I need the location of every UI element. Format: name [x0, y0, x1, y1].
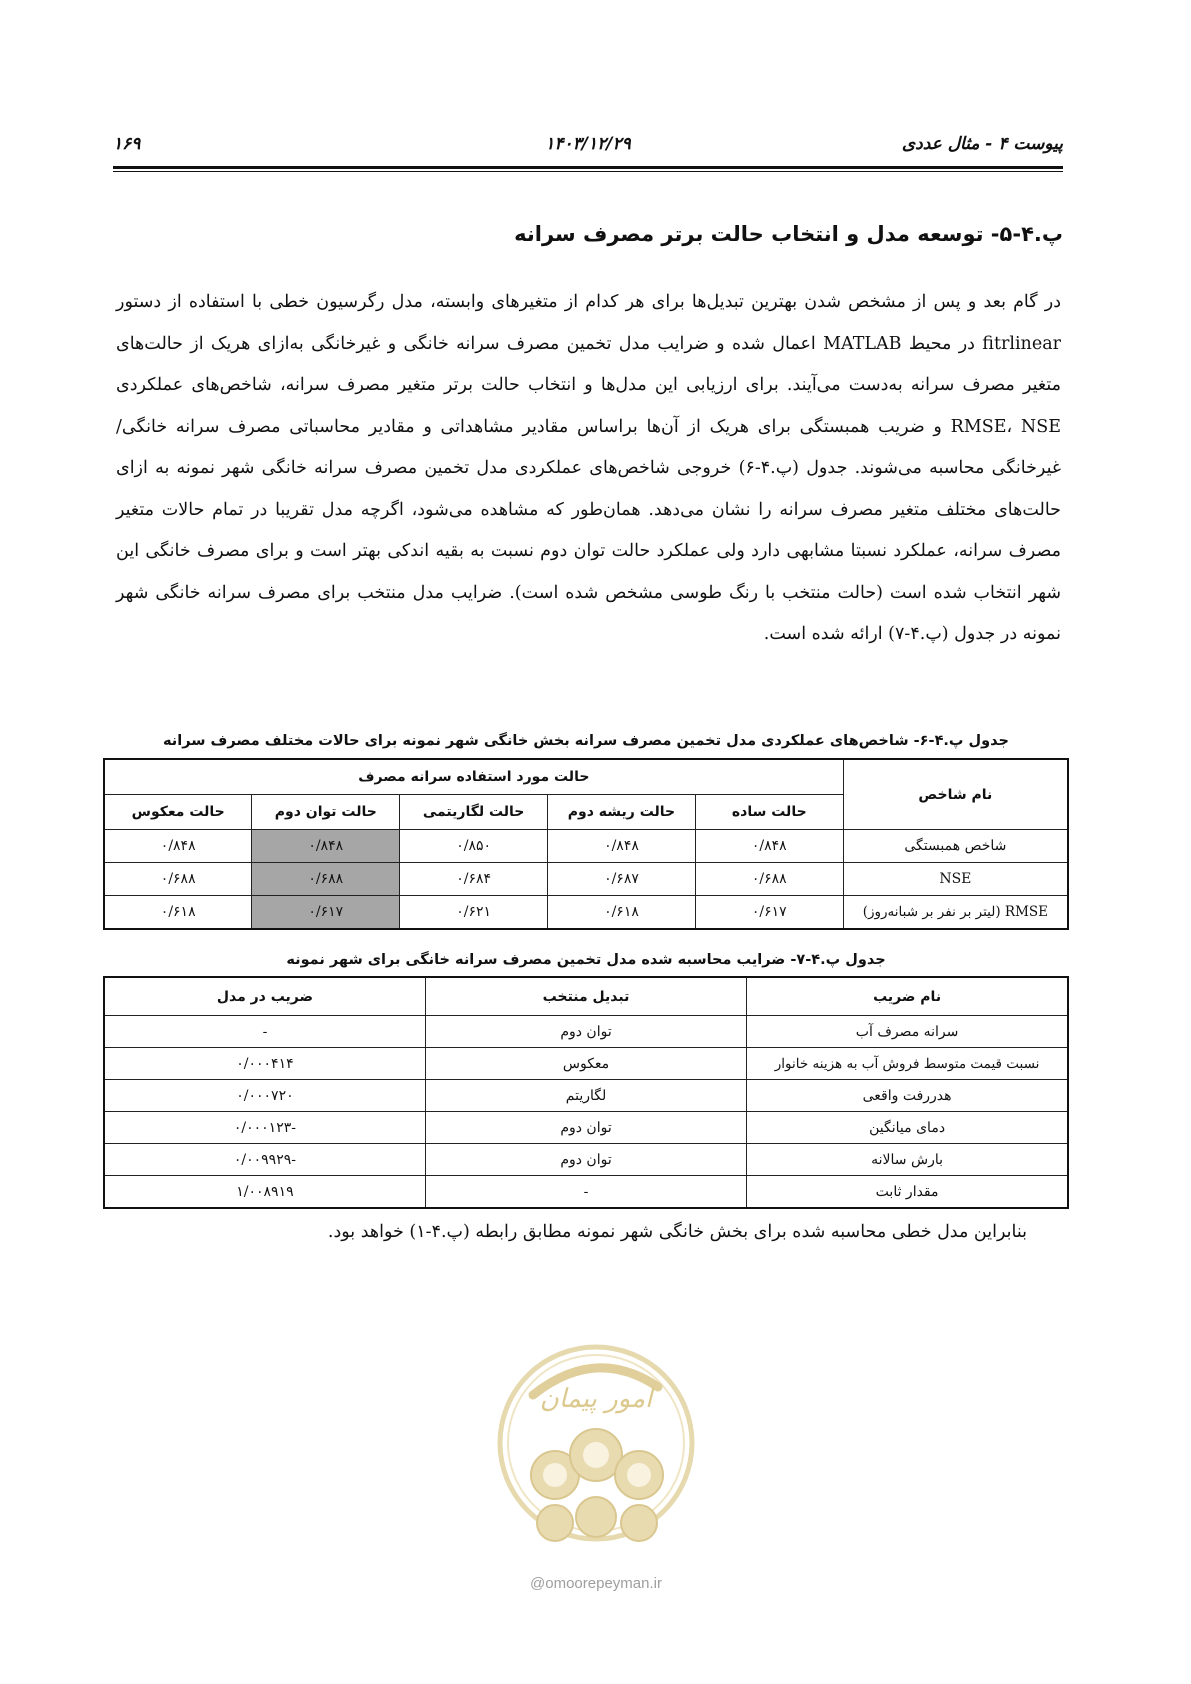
table1-cell: ۰/۸۵۰	[400, 830, 548, 863]
body-paragraph: در گام بعد و پس از مشخص شدن بهترین تبدیل‌ها برای هر کدام از متغیرهای وابسته، مدل رگرسیون خطی با استفاده از دستور fitrlinear در محیط MATLAB اعمال شده و ضرایب مدل تخمین مصرف سرانه خانگی و غیرخانگی به‌ازای هریک از حالت‌های متغیر مصرف سرانه به‌دست می‌آیند. برای ارزیابی این مدل‌ها و انتخاب حالت برتر متغیر مصرف سرانه، شاخص‌های عملکردی RMSE، NSE و ضریب همبستگی برای هریک از آن‌ها براساس مقادیر مشاهداتی و مقادیر محاسباتی مصرف سرانه خانگی/غیرخانگی محاسبه می‌شوند. جدول (پ.۴-۶) خروجی شاخص‌های عملکردی مدل تخمین مصرف سرانه خانگی شهر نمونه به ازای حالت‌های مختلف متغیر مصرف سرانه را نشان می‌دهد. همان‌طور که مشاهده می‌شود، اگرچه مدل تقریبا در تمام حالات متغیر مصرف سرانه، عملکرد نسبتا مشابهی دارد ولی عملکرد حالت توان دوم نسبت به بقیه اندکی بهتر است و برای مصرف خانگی این شهر انتخاب شده است (حالت منتخب با رنگ طوسی مشخص شده است). ضرایب مدل منتخب برای مصرف سرانه خانگی شهر نمونه در جدول (پ.۴-۷) ارائه شده است.	[116, 292, 1061, 644]
table2-coef-value: -۰/۰۰۹۹۲۹	[104, 1144, 425, 1176]
table2-coef-value: -	[104, 1016, 425, 1048]
table-row	[104, 830, 1068, 863]
table2-coef-value: ۱/۰۰۸۹۱۹	[104, 1176, 425, 1209]
table2-coef-value: ۰/۰۰۰۴۱۴	[104, 1048, 425, 1080]
header-rule-thin	[113, 171, 1063, 172]
table-row	[104, 1176, 1068, 1209]
table2-coef-value: ۰/۰۰۰۷۲۰	[104, 1080, 425, 1112]
table-row	[104, 1144, 1068, 1176]
table1-col-header: حالت توان دوم	[252, 795, 400, 830]
table2-coef-name: مقدار ثابت	[747, 1176, 1068, 1209]
table1-cell-highlighted: ۰/۶۸۸	[252, 863, 400, 896]
table1-cell: ۰/۶۸۷	[548, 863, 696, 896]
table-row	[104, 1112, 1068, 1144]
table2-transform: -	[425, 1176, 746, 1209]
header-rule-thick	[113, 166, 1063, 169]
watermark-logo	[493, 1325, 699, 1571]
table1-caption: جدول پ.۴-۶- شاخص‌های عملکردی مدل تخمین مصرف سرانه بخش خانگی شهر نمونه برای حالات مختلف مصرف سرانه	[163, 733, 1009, 749]
table1-row-name: شاخص همبستگی	[843, 830, 1068, 863]
table2-coef-name: بارش سالانه	[747, 1144, 1068, 1176]
table-row	[104, 863, 1068, 896]
table2-coef-value: -۰/۰۰۰۱۲۳	[104, 1112, 425, 1144]
table1-group-header: حالت مورد استفاده سرانه مصرف	[104, 759, 843, 795]
table1-cell: ۰/۸۴۸	[104, 830, 252, 863]
table1-cell-highlighted: ۰/۶۱۷	[252, 896, 400, 930]
table2-transform: توان دوم	[425, 1144, 746, 1176]
table2-coef-name: سرانه مصرف آب	[747, 1016, 1068, 1048]
table2-col-header: تبدیل منتخب	[425, 977, 746, 1016]
coefficients-table	[103, 976, 1069, 1209]
conclusion-text: بنابراین مدل خطی محاسبه شده برای بخش خانگی شهر نمونه مطابق رابطه (پ.۴-۱) خواهد بود.	[327, 1222, 1027, 1242]
table2-transform: لگاریتم	[425, 1080, 746, 1112]
table2-coef-name: نسبت قیمت متوسط فروش آب به هزینه خانوار	[747, 1048, 1068, 1080]
header-date: ۱۴۰۳/۱۲/۲۹	[545, 134, 631, 154]
table-row	[104, 1080, 1068, 1112]
table-row	[104, 1048, 1068, 1080]
table2-col-header: ضریب در مدل	[104, 977, 425, 1016]
table1-cell: ۰/۸۴۸	[695, 830, 843, 863]
table1-cell: ۰/۶۱۷	[695, 896, 843, 930]
table1-cell: ۰/۶۱۸	[548, 896, 696, 930]
table1-row-name: NSE	[843, 863, 1068, 896]
table2-coef-name: هدررفت واقعی	[747, 1080, 1068, 1112]
performance-table	[103, 758, 1069, 930]
table2-transform: توان دوم	[425, 1112, 746, 1144]
table1-cell-highlighted: ۰/۸۴۸	[252, 830, 400, 863]
table-row	[104, 1016, 1068, 1048]
table1-cell: ۰/۶۸۸	[695, 863, 843, 896]
table1-cell: ۰/۸۴۸	[548, 830, 696, 863]
table1-cell: ۰/۶۲۱	[400, 896, 548, 930]
table2-transform: توان دوم	[425, 1016, 746, 1048]
section-title: پ.۴-۵- توسعه مدل و انتخاب حالت برتر مصرف سرانه	[514, 222, 1063, 246]
table2-caption: جدول پ.۴-۷- ضرایب محاسبه شده مدل تخمین مصرف سرانه خانگی برای شهر نمونه	[286, 952, 886, 968]
table1-col-header: حالت معکوس	[104, 795, 252, 830]
table1-cell: ۰/۶۱۸	[104, 896, 252, 930]
at-icon: @	[530, 1575, 546, 1592]
table1-name-header: نام شاخص	[843, 759, 1068, 830]
table1-row-name: RMSE (لیتر بر نفر بر شبانه‌روز)	[843, 896, 1068, 930]
table1-cell: ۰/۶۸۸	[104, 863, 252, 896]
page-number: ۱۶۹	[113, 134, 141, 154]
page-header	[113, 130, 1063, 164]
chapter-title: پیوست ۴ - مثال عددی	[901, 134, 1063, 154]
svg-text:امور پیمان: امور پیمان	[539, 1384, 653, 1414]
table2-coef-name: دمای میانگین	[747, 1112, 1068, 1144]
table1-col-header: حالت ساده	[695, 795, 843, 830]
table2-col-header: نام ضریب	[747, 977, 1068, 1016]
table1-cell: ۰/۶۸۴	[400, 863, 548, 896]
table1-col-header: حالت لگاریتمی	[400, 795, 548, 830]
table2-transform: معکوس	[425, 1048, 746, 1080]
table-row	[104, 896, 1068, 930]
table1-col-header: حالت ریشه دوم	[548, 795, 696, 830]
watermark-site: @omoorepeyman.ir	[530, 1575, 662, 1592]
